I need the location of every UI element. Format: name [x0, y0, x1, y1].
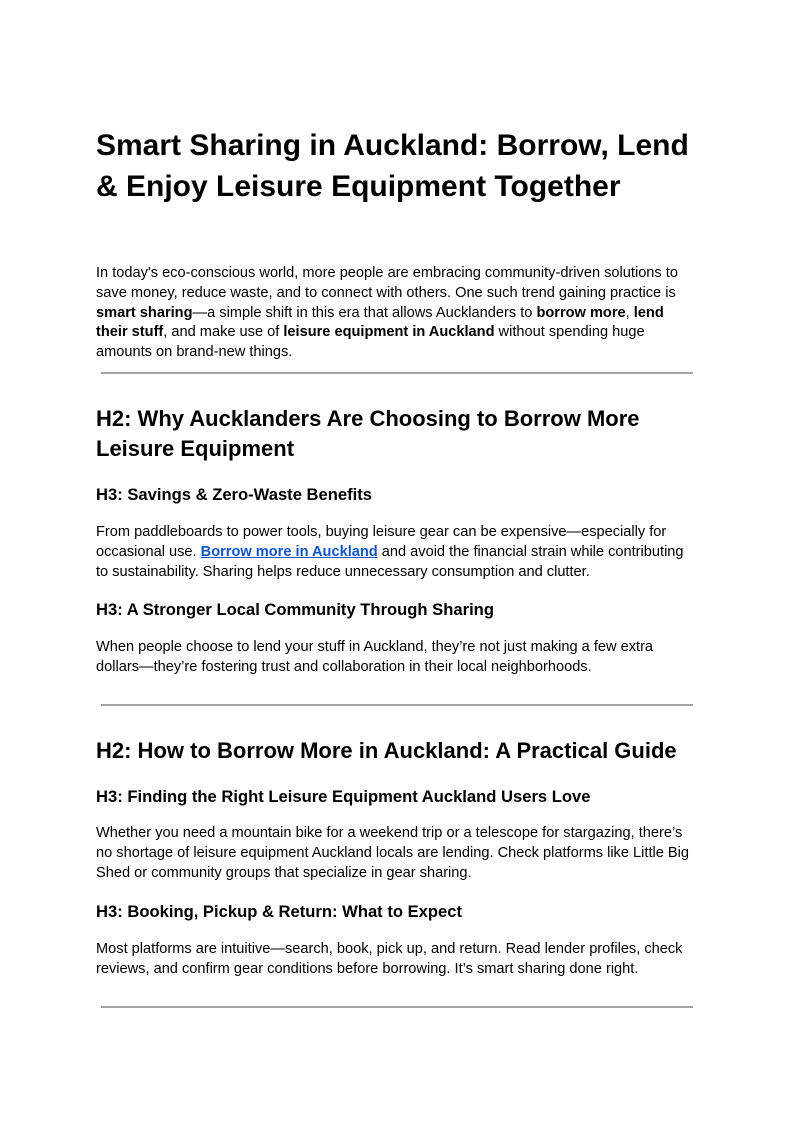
- intro-text-2: —a simple shift in this era that allows Aucklanders to: [192, 304, 537, 321]
- divider-2: [101, 704, 693, 706]
- intro-text-5: without spending huge amounts on brand-new things.: [96, 324, 645, 361]
- section-2-sub-1-heading: H3: Finding the Right Leisure Equipment Auckland Users Love: [96, 787, 591, 806]
- intro-text-4: , and make use of: [163, 324, 284, 341]
- intro-bold-borrow-more: borrow more: [536, 304, 626, 321]
- intro-paragraph: [96, 264, 696, 363]
- intro-bold-leisure-equipment: leisure equipment in Auckland: [283, 324, 495, 341]
- divider-3: [101, 1006, 693, 1008]
- section-2-sub-2-heading: H3: Booking, Pickup & Return: What to Expect: [96, 902, 463, 921]
- section-1-sub-1-paragraph: [96, 523, 696, 582]
- intro-bold-lend-stuff: lend their stuff: [96, 304, 664, 341]
- section-2-sub-1-paragraph: Whether you need a mountain bike for a weekend trip or a telescope for stargazing, there’s no shortage of leisure equipment Auckland locals are lending. Check platforms like Little Big Shed or community groups that specialize in gear sharing.: [96, 825, 689, 881]
- page-title: Smart Sharing in Auckland: Borrow, Lend & Enjoy Leisure Equipment Together: [96, 129, 689, 203]
- section-2-heading: H2: How to Borrow More in Auckland: A Practical Guide: [96, 738, 677, 763]
- intro-text-3: ,: [625, 304, 634, 321]
- section-1-sub-1-heading: H3: Savings & Zero-Waste Benefits: [96, 485, 373, 504]
- borrow-more-link[interactable]: Borrow more in Auckland: [200, 543, 378, 560]
- section-1-sub-1-text-after: and avoid the financial strain while contributing to sustainability. Sharing helps reduce unnecessary consumption and clutter.: [96, 543, 684, 580]
- section-1-sub-1-text-before: From paddleboards to power tools, buying leisure gear can be expensive—especially for occasional use.: [96, 524, 667, 560]
- section-2-sub-2-paragraph: Most platforms are intuitive—search, book, pick up, and return. Read lender profiles, check reviews, and confirm gear conditions before borrowing. It’s smart sharing done right.: [96, 941, 683, 977]
- divider-1: [101, 372, 693, 374]
- section-1-sub-2-heading: H3: A Stronger Local Community Through Sharing: [96, 600, 494, 619]
- section-1-sub-2-paragraph: When people choose to lend your stuff in Auckland, they’re not just making a few extra dollars—they’re fostering trust and collaboration in their local neighborhoods.: [96, 639, 654, 675]
- intro-text-1: In today's eco-conscious world, more people are embracing community-driven solutions to save money, reduce waste, and to connect with others. One such trend gaining practice is: [96, 265, 678, 301]
- intro-bold-smart-sharing: smart sharing: [96, 304, 193, 321]
- section-1-heading: H2: Why Aucklanders Are Choosing to Borrow More Leisure Equipment: [96, 406, 640, 461]
